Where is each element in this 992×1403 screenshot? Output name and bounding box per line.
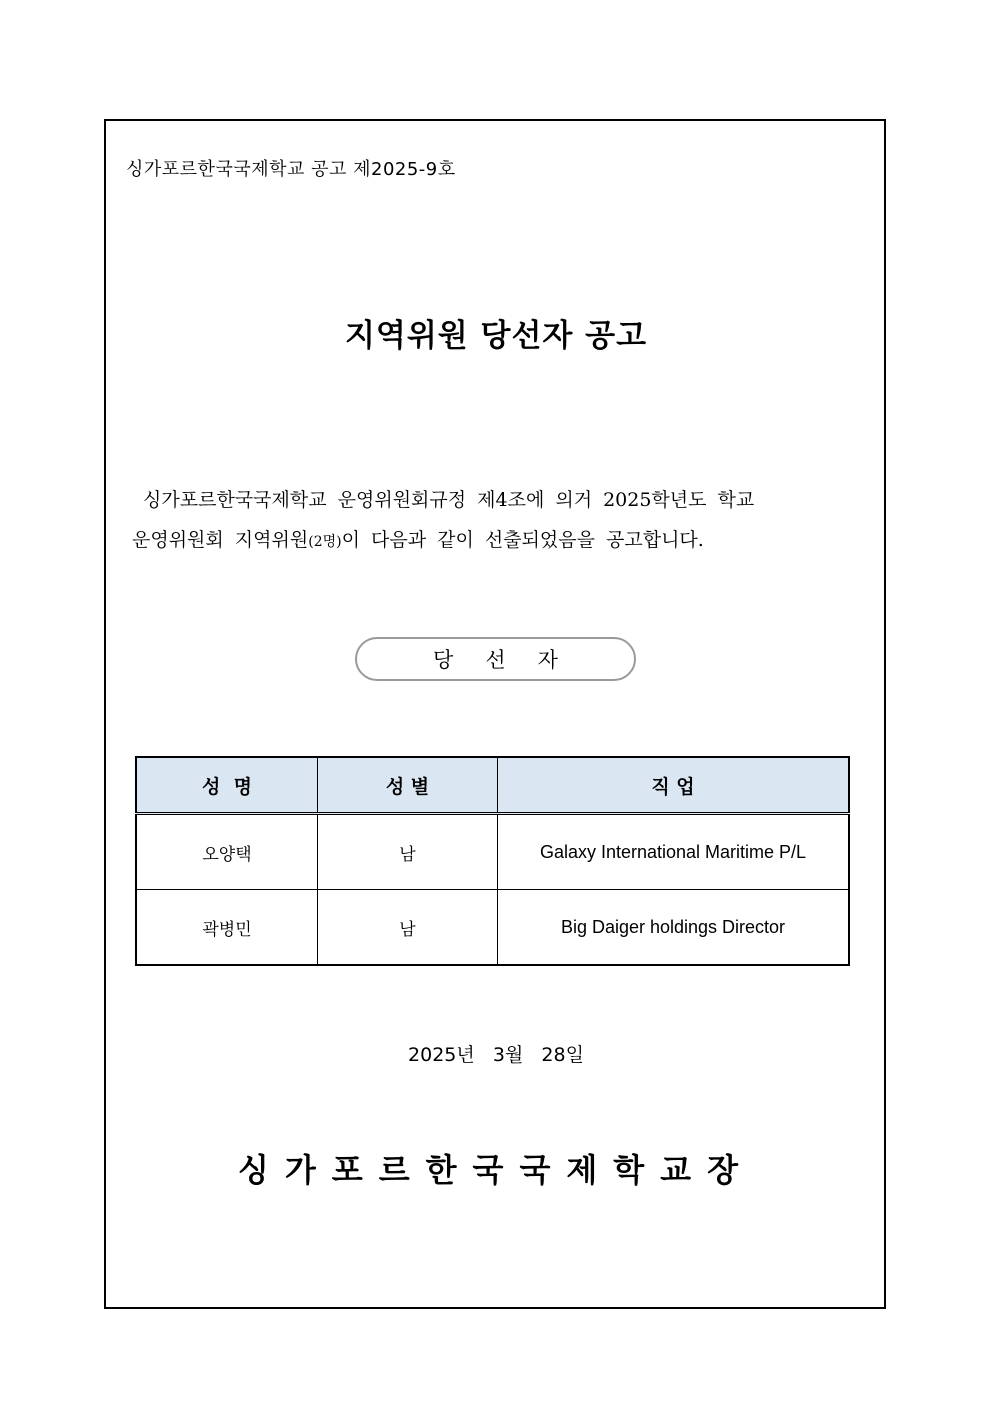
winners-heading-char: 선 xyxy=(485,648,506,672)
winners-heading-box xyxy=(355,637,636,681)
notice-body-line-2: 운영위원회 지역위원(2명)이 다음과 같이 선출되었음을 공고합니다. xyxy=(132,529,704,551)
member-count: (2명) xyxy=(308,534,342,550)
table-header-row xyxy=(136,757,849,814)
notice-body xyxy=(132,480,860,562)
table-row xyxy=(136,890,849,966)
cell-occupation: Big Daiger holdings Director xyxy=(498,890,850,966)
notice-number: 싱가포르한국국제학교 공고 제2025-9호 xyxy=(126,159,456,180)
issuer-name: 싱가포르한국국제학교장 xyxy=(237,1151,755,1189)
notice-date: 2025년 3월 28일 xyxy=(408,1044,584,1066)
winners-heading-char: 자 xyxy=(537,648,558,672)
document-title: 지역위원 당선자 공고 xyxy=(344,318,648,354)
winners-table xyxy=(135,756,850,966)
cell-occupation: Galaxy International Maritime P/L xyxy=(498,814,850,890)
column-header-name: 성 명 xyxy=(136,757,318,814)
notice-body-line-1: 싱가포르한국국제학교 운영위원회규정 제4조에 의거 2025학년도 학교 xyxy=(143,489,755,511)
cell-name: 오양택 xyxy=(136,814,318,890)
winners-heading-char: 당 xyxy=(433,648,454,672)
cell-gender: 남 xyxy=(318,890,498,966)
cell-gender: 남 xyxy=(318,814,498,890)
column-header-occupation: 직 업 xyxy=(498,757,850,814)
document-border xyxy=(104,119,886,1309)
cell-name: 곽병민 xyxy=(136,890,318,966)
column-header-gender: 성 별 xyxy=(318,757,498,814)
table-row xyxy=(136,814,849,890)
